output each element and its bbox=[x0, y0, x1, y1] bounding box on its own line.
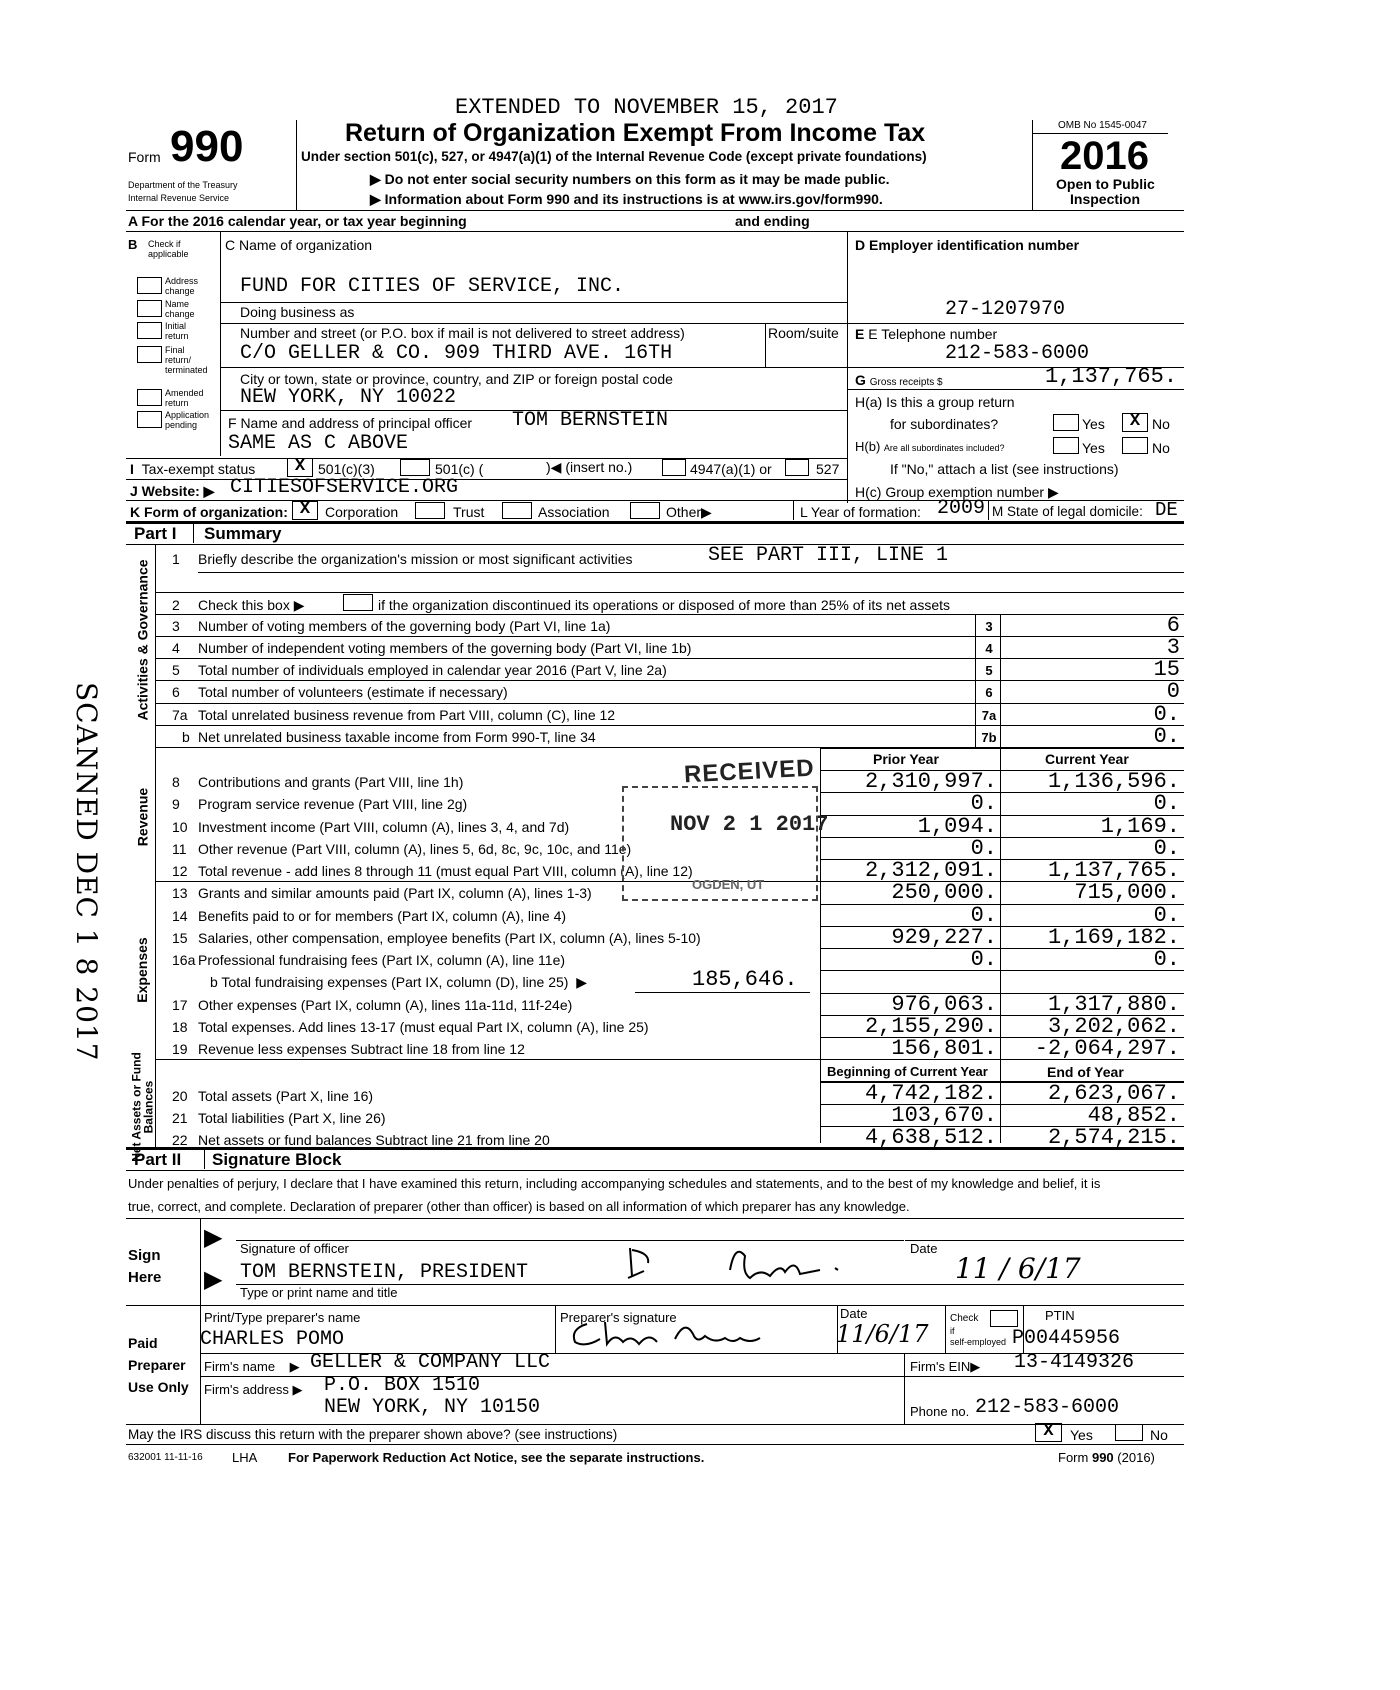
application-pending-checkbox[interactable] bbox=[137, 411, 162, 428]
501c3-label: 501(c)(3) bbox=[318, 461, 375, 477]
fin-line-text: Professional fundraising fees (Part IX, column (A), line 11e) bbox=[198, 952, 566, 968]
activities-governance-label: Activities & Governance bbox=[134, 559, 151, 721]
gov-line-number: b bbox=[182, 729, 190, 745]
perjury-statement-2: true, correct, and complete. Declaration of preparer (other than officer) is based on all information of which preparer has any knowledge. bbox=[128, 1199, 910, 1214]
gov-line-number: 3 bbox=[172, 618, 180, 634]
beginning-year-value: 4,638,512. bbox=[864, 1125, 997, 1150]
end-year-value: 2,574,215. bbox=[1047, 1125, 1180, 1150]
officer-signature bbox=[610, 1238, 850, 1288]
preparer-name-label: Print/Type preparer's name bbox=[204, 1310, 361, 1325]
current-year-header: Current Year bbox=[1045, 751, 1129, 767]
inspection: Inspection bbox=[1070, 191, 1141, 207]
use-only-label: Use Only bbox=[128, 1379, 189, 1395]
received-stamp: RECEIVED NOV 2 1 2017 OGDEN, UT bbox=[622, 756, 818, 906]
self-employed-label: self-employed bbox=[950, 1337, 1007, 1347]
subordinates-label: for subordinates? bbox=[890, 416, 999, 432]
net-line-number: 20 bbox=[172, 1088, 188, 1104]
current-year-value: 715,000. bbox=[1074, 880, 1180, 905]
fin-line-text: Other expenses (Part IX, column (A), lines 11a-11d, 11f-24e) bbox=[198, 997, 573, 1013]
initial-return-checkbox[interactable] bbox=[137, 322, 162, 339]
gov-line-number: 4 bbox=[172, 640, 180, 656]
footer-form: Form 990 (2016) bbox=[1058, 1450, 1155, 1465]
name-change-label: Name change bbox=[165, 299, 195, 319]
revenue-label: Revenue bbox=[134, 787, 151, 847]
telephone-value: 212-583-6000 bbox=[945, 342, 1090, 365]
line-16b-text: b Total fundraising expenses (Part IX, column (D), line 25) ▶ bbox=[210, 974, 588, 990]
footer-notice: For Paperwork Reduction Act Notice, see the separate instructions. bbox=[288, 1450, 705, 1465]
principal-officer: TOM BERNSTEIN bbox=[512, 409, 669, 432]
arrow-icon: ▶ bbox=[289, 1359, 300, 1374]
arrow-icon: ▶ bbox=[370, 171, 385, 187]
other-checkbox[interactable] bbox=[630, 502, 660, 519]
arrow-icon: ▶ bbox=[1047, 484, 1059, 500]
self-employed-checkbox[interactable] bbox=[990, 1310, 1018, 1327]
form-number: 990 bbox=[170, 122, 244, 171]
group-return-label: H(a) Is this a group return bbox=[855, 394, 1015, 410]
prior-year-value: 250,000. bbox=[891, 880, 997, 905]
current-year-value: 1,169,182. bbox=[1047, 925, 1180, 950]
gov-line-number: 5 bbox=[172, 662, 180, 678]
sign-date-value: 11 / 6/17 bbox=[955, 1252, 1081, 1285]
discuss-yes-checkbox[interactable]: X bbox=[1035, 1423, 1062, 1442]
527-label: 527 bbox=[816, 461, 840, 477]
firm-address-label: Firm's address ▶ bbox=[204, 1382, 303, 1397]
arrow-icon: ▶ bbox=[370, 191, 385, 207]
firm-address-line1: P.O. BOX 1510 bbox=[324, 1374, 481, 1397]
date-label: Date bbox=[910, 1241, 938, 1256]
ssn-notice: ▶ Do not enter social security numbers on this form as it may be made public. bbox=[370, 171, 890, 187]
gov-line-number: 6 bbox=[172, 684, 180, 700]
firm-name-label: Firm's name ▶ bbox=[204, 1359, 300, 1374]
application-pending-label: Application pending bbox=[165, 410, 210, 430]
org-name: FUND FOR CITIES OF SERVICE, INC. bbox=[240, 275, 625, 298]
gov-line-box: 5 bbox=[985, 663, 993, 678]
principal-officer-label: F Name and address of principal officer bbox=[228, 415, 473, 431]
current-year-value: -2,064,297. bbox=[1034, 1036, 1180, 1061]
fin-line-number: 12 bbox=[172, 863, 188, 879]
prior-year-value: 0. bbox=[970, 791, 997, 816]
fin-line-text: Contributions and grants (Part VIII, line 1h) bbox=[198, 774, 464, 790]
gov-line-box: 3 bbox=[985, 619, 993, 634]
paid-label: Paid bbox=[128, 1335, 158, 1351]
check-if-label: Check if bbox=[148, 239, 181, 249]
net-line-text: Total assets (Part X, line 16) bbox=[198, 1088, 374, 1104]
discuss-question: May the IRS discuss this return with the preparer shown above? (see instructions) bbox=[128, 1427, 618, 1442]
tax-exempt-label: I Tax-exempt status bbox=[130, 461, 256, 477]
fin-line-number: 18 bbox=[172, 1019, 188, 1035]
subordinates-yes-checkbox[interactable] bbox=[1053, 437, 1079, 454]
address-change-checkbox[interactable] bbox=[137, 277, 162, 294]
website-value: CITIESOFSERVICE.ORG bbox=[230, 476, 459, 499]
subordinates-no-label: No bbox=[1152, 440, 1170, 456]
if-label: if bbox=[950, 1326, 955, 1336]
beginning-year-value: 4,742,182. bbox=[864, 1081, 997, 1106]
part2-label: Part II bbox=[134, 1150, 182, 1169]
section-a: A For the 2016 calendar year, or tax year beginning bbox=[128, 213, 467, 229]
end-year-value: 2,623,067. bbox=[1047, 1081, 1180, 1106]
website-label: J Website: ▶ bbox=[130, 483, 215, 499]
subordinates-yes-label: Yes bbox=[1082, 440, 1105, 456]
part1-title: Summary bbox=[204, 524, 282, 543]
trust-checkbox[interactable] bbox=[415, 502, 445, 519]
and-ending: and ending bbox=[735, 213, 810, 229]
fin-line-text: Revenue less expenses Subtract line 18 from line 12 bbox=[198, 1041, 525, 1057]
527-checkbox[interactable] bbox=[785, 459, 809, 476]
prior-year-header: Prior Year bbox=[873, 751, 939, 767]
city-label: City or town, state or province, country, and ZIP or foreign postal code bbox=[240, 371, 673, 387]
name-change-checkbox[interactable] bbox=[137, 300, 162, 317]
prior-year-value: 976,063. bbox=[891, 992, 997, 1017]
prior-year-value: 929,227. bbox=[891, 925, 997, 950]
line-1-value: SEE PART III, LINE 1 bbox=[708, 544, 949, 567]
firm-address-line2: NEW YORK, NY 10150 bbox=[324, 1396, 541, 1419]
arrow-icon: ▶ bbox=[292, 1382, 303, 1397]
fin-line-text: Investment income (Part VIII, column (A), lines 3, 4, and 7d) bbox=[198, 819, 570, 835]
net-line-number: 22 bbox=[172, 1132, 188, 1148]
preparer-signature bbox=[565, 1314, 785, 1352]
prior-year-value: 0. bbox=[970, 903, 997, 928]
fin-line-number: 17 bbox=[172, 997, 188, 1013]
prior-year-value: 0. bbox=[970, 947, 997, 972]
gov-line-value: 15 bbox=[1153, 657, 1180, 682]
501c3-checkbox[interactable]: X bbox=[287, 458, 313, 477]
perjury-statement-1: Under penalties of perjury, I declare that I have examined this return, including accompanying schedules and statements, and to the best of my knowledge and belief, it is bbox=[128, 1176, 1101, 1191]
department: Department of the Treasury bbox=[128, 180, 238, 190]
current-year-value: 1,137,765. bbox=[1047, 858, 1180, 883]
beginning-year-value: 103,670. bbox=[891, 1103, 997, 1128]
fin-line-number: 9 bbox=[172, 796, 180, 812]
final-return-checkbox[interactable] bbox=[137, 346, 162, 363]
subordinates-no-checkbox[interactable] bbox=[1122, 437, 1148, 454]
type-name-label: Type or print name and title bbox=[240, 1285, 398, 1300]
group-exemption-label: H(c) Group exemption number ▶ bbox=[855, 484, 1059, 500]
line-16b-value: 185,646. bbox=[692, 967, 798, 992]
expenses-label: Expenses bbox=[134, 937, 150, 1003]
prior-year-value: 1,094. bbox=[917, 814, 997, 839]
tax-year: 2016 bbox=[1060, 134, 1149, 178]
gross-receipts-label: G Gross receipts $ bbox=[855, 372, 943, 388]
current-year-value: 0. bbox=[1153, 791, 1180, 816]
omb-number: OMB No 1545-0047 bbox=[1058, 120, 1147, 131]
fin-line-number: 19 bbox=[172, 1041, 188, 1057]
gov-line-box: 7a bbox=[981, 708, 997, 723]
form-subtitle: Under section 501(c), 527, or 4947(a)(1) of the Internal Revenue Code (except private foundations) bbox=[301, 149, 927, 164]
gov-line-text: Total number of volunteers (estimate if necessary) bbox=[198, 684, 508, 700]
address-change-label: Address change bbox=[165, 276, 199, 296]
part2-title: Signature Block bbox=[212, 1150, 342, 1169]
irs: Internal Revenue Service bbox=[128, 193, 230, 203]
preparer-date-value: 11/6/17 bbox=[836, 1320, 929, 1348]
gross-receipts-value: 1,137,765. bbox=[1045, 364, 1178, 389]
line-1-number: 1 bbox=[172, 551, 180, 567]
line-2-number: 2 bbox=[172, 597, 180, 613]
prior-year-value: 2,155,290. bbox=[864, 1014, 997, 1039]
preparer-name: CHARLES POMO bbox=[200, 1328, 345, 1351]
discuss-no-checkbox[interactable] bbox=[1115, 1424, 1143, 1441]
current-year-value: 1,136,596. bbox=[1047, 769, 1180, 794]
line-2-text-2: if the organization discontinued its operations or disposed of more than 25% of its net assets bbox=[378, 597, 951, 613]
part1-label: Part I bbox=[134, 524, 177, 543]
amended-return-checkbox[interactable] bbox=[137, 389, 162, 406]
line-2-text: Check this box ▶ bbox=[198, 597, 305, 613]
fin-line-number: 15 bbox=[172, 930, 188, 946]
arrow-icon: ▶ bbox=[203, 483, 215, 499]
officer-address: SAME AS C ABOVE bbox=[228, 432, 409, 455]
line-1-text: Briefly describe the organization's mission or most significant activities bbox=[198, 551, 633, 567]
end-year-value: 48,852. bbox=[1087, 1103, 1180, 1128]
state-domicile-label: M State of legal domicile: bbox=[992, 504, 1143, 519]
discuss-yes-label: Yes bbox=[1070, 1427, 1093, 1443]
extended-notice: EXTENDED TO NOVEMBER 15, 2017 bbox=[455, 95, 838, 120]
association-label: Association bbox=[538, 504, 610, 520]
footer-lha: LHA bbox=[232, 1450, 258, 1465]
firm-name-value: GELLER & COMPANY LLC bbox=[310, 1351, 551, 1374]
end-year-header: End of Year bbox=[1047, 1064, 1124, 1080]
discontinued-checkbox[interactable] bbox=[343, 594, 373, 611]
dba-label: Doing business as bbox=[240, 304, 355, 320]
arrow-icon: ▶ bbox=[293, 597, 305, 613]
preparer-label: Preparer bbox=[128, 1357, 186, 1373]
group-return-no-label: No bbox=[1152, 416, 1170, 432]
gov-line-text: Number of voting members of the governing body (Part VI, line 1a) bbox=[198, 618, 611, 634]
gov-line-number: 7a bbox=[172, 707, 188, 723]
fin-line-number: 14 bbox=[172, 908, 188, 924]
other-label: Other▶ bbox=[666, 504, 712, 520]
corporation-checkbox[interactable]: X bbox=[292, 501, 318, 520]
ptin-label: PTIN bbox=[1045, 1308, 1075, 1323]
beginning-year-header: Beginning of Current Year bbox=[827, 1064, 988, 1079]
prior-year-value: 0. bbox=[970, 836, 997, 861]
current-year-value: 0. bbox=[1153, 903, 1180, 928]
ein-label: D Employer identification number bbox=[855, 237, 1080, 253]
fin-line-number: 10 bbox=[172, 819, 188, 835]
4947-label: 4947(a)(1) or bbox=[690, 461, 772, 477]
fin-line-number: 11 bbox=[172, 841, 187, 857]
org-name-label: C Name of organization bbox=[225, 237, 373, 253]
attach-list-note: If "No," attach a list (see instructions) bbox=[890, 461, 1119, 477]
current-year-value: 0. bbox=[1153, 836, 1180, 861]
section-b-label: B bbox=[128, 237, 138, 252]
hb-label: H(b) Are all subordinates included? bbox=[855, 439, 1005, 454]
city-address: NEW YORK, NY 10022 bbox=[240, 386, 457, 409]
street-label: Number and street (or P.O. box if mail is not delivered to street address) bbox=[240, 325, 685, 341]
street-address: C/O GELLER & CO. 909 THIRD AVE. 16TH bbox=[240, 342, 673, 365]
association-checkbox[interactable] bbox=[502, 502, 532, 519]
fin-line-number: 13 bbox=[172, 885, 188, 901]
state-domicile-value: DE bbox=[1155, 499, 1178, 521]
fin-line-number: 8 bbox=[172, 774, 180, 790]
telephone-label: E E Telephone number bbox=[855, 326, 998, 342]
gov-line-value: 6 bbox=[1166, 613, 1180, 638]
gov-line-value: 0. bbox=[1153, 724, 1180, 749]
arrow-icon: ▶ bbox=[576, 974, 588, 990]
sign-label: Sign bbox=[128, 1247, 161, 1264]
scanned-stamp: SCANNED DEC 1 8 2017 bbox=[70, 682, 103, 1062]
sign-arrow-icon: ▶ bbox=[204, 1224, 223, 1251]
gov-line-box: 7b bbox=[981, 730, 997, 745]
footer-code: 632001 11-11-16 bbox=[128, 1452, 203, 1463]
info-notice: ▶ Information about Form 990 and its instructions is at www.irs.gov/form990. bbox=[370, 191, 883, 207]
fin-line-text: Program service revenue (Part VIII, line 2g) bbox=[198, 796, 468, 812]
arrow-icon: ▶ bbox=[970, 1359, 981, 1374]
prior-year-value: 156,801. bbox=[891, 1036, 997, 1061]
group-return-yes-checkbox[interactable] bbox=[1053, 414, 1079, 431]
current-year-value: 1,169. bbox=[1100, 814, 1180, 839]
phone-no-label: Phone no. bbox=[910, 1404, 970, 1419]
year-formation-label: L Year of formation: bbox=[800, 504, 921, 520]
trust-label: Trust bbox=[453, 504, 485, 520]
prior-year-value: 2,310,997. bbox=[864, 769, 997, 794]
final-return-label: Final return/ terminated bbox=[165, 345, 208, 375]
form-title: Return of Organization Exempt From Income Tax bbox=[345, 119, 926, 147]
fin-line-number: 16a bbox=[172, 952, 196, 968]
fin-line-text: Total expenses. Add lines 13-17 (must equal Part IX, column (A), line 25) bbox=[198, 1019, 649, 1035]
gov-line-box: 6 bbox=[985, 685, 993, 700]
firm-ein-value: 13-4149326 bbox=[1014, 1351, 1135, 1374]
group-return-no-checkbox[interactable]: X bbox=[1122, 413, 1148, 432]
insert-no-label: )◀ (insert no.) bbox=[546, 459, 633, 475]
year-formation-value: 2009 bbox=[937, 497, 986, 520]
fin-line-text: Grants and similar amounts paid (Part IX, column (A), lines 1-3) bbox=[198, 885, 592, 901]
current-year-value: 1,317,880. bbox=[1047, 992, 1180, 1017]
net-line-text: Net assets or fund balances Subtract line 21 from line 20 bbox=[198, 1132, 550, 1148]
fin-line-text: Benefits paid to or for members (Part IX, column (A), line 4) bbox=[198, 908, 567, 924]
gov-line-box: 4 bbox=[985, 641, 993, 656]
preparer-date-label: Date bbox=[840, 1306, 868, 1321]
net-assets-label: Net Assets or Fund Balances bbox=[129, 1052, 156, 1162]
here-label: Here bbox=[128, 1269, 162, 1286]
room-suite-label: Room/suite bbox=[768, 325, 839, 341]
gov-line-text: Number of independent voting members of the governing body (Part VI, line 1b) bbox=[198, 640, 692, 656]
gov-line-value: 0 bbox=[1166, 679, 1180, 704]
gov-line-text: Total unrelated business revenue from Part VIII, column (C), line 12 bbox=[198, 707, 616, 723]
prior-year-value: 2,312,091. bbox=[864, 858, 997, 883]
501c-checkbox[interactable] bbox=[400, 459, 430, 476]
check-label: Check bbox=[950, 1313, 979, 1324]
gov-line-value: 0. bbox=[1153, 702, 1180, 727]
initial-return-label: Initial return bbox=[165, 321, 189, 341]
arrow-icon: ▶ bbox=[701, 504, 712, 520]
preparer-phone-value: 212-583-6000 bbox=[975, 1396, 1120, 1419]
gov-line-text: Net unrelated business taxable income from Form 990-T, line 34 bbox=[198, 729, 596, 745]
amended-return-label: Amended return bbox=[165, 388, 204, 408]
4947-checkbox[interactable] bbox=[662, 459, 686, 476]
firm-ein-label: Firm's EIN▶ bbox=[910, 1359, 981, 1374]
applicable-label: applicable bbox=[148, 249, 189, 259]
gov-line-text: Total number of individuals employed in calendar year 2016 (Part V, line 2a) bbox=[198, 662, 667, 678]
open-to-public: Open to Public bbox=[1056, 176, 1155, 192]
corporation-label: Corporation bbox=[325, 504, 399, 520]
signature-of-officer-label: Signature of officer bbox=[240, 1241, 349, 1256]
preparer-signature-label: Preparer's signature bbox=[560, 1310, 677, 1325]
name-arrow-icon: ▶ bbox=[204, 1266, 223, 1293]
group-return-yes-label: Yes bbox=[1082, 416, 1105, 432]
officer-name-title: TOM BERNSTEIN, PRESIDENT bbox=[240, 1261, 529, 1284]
fin-line-text: Salaries, other compensation, employee benefits (Part IX, column (A), lines 5-10) bbox=[198, 930, 701, 946]
ptin-value: P00445956 bbox=[1012, 1327, 1121, 1350]
501c-label: 501(c) ( bbox=[435, 461, 484, 477]
gov-line-value: 3 bbox=[1166, 635, 1180, 660]
current-year-value: 3,202,062. bbox=[1047, 1014, 1180, 1039]
form-of-org-label: K Form of organization: bbox=[130, 504, 288, 520]
ein-value: 27-1207970 bbox=[945, 298, 1066, 321]
current-year-value: 0. bbox=[1153, 947, 1180, 972]
fin-line-text: Total revenue - add lines 8 through 11 (must equal Part VIII, column (A), line 12) bbox=[198, 863, 693, 879]
fin-line-text: Other revenue (Part VIII, column (A), lines 5, 6d, 8c, 9c, 10c, and 11e) bbox=[198, 841, 632, 857]
form-label: Form bbox=[128, 149, 161, 165]
net-line-number: 21 bbox=[172, 1110, 188, 1126]
discuss-no-label: No bbox=[1150, 1427, 1168, 1443]
net-line-text: Total liabilities (Part X, line 26) bbox=[198, 1110, 386, 1126]
